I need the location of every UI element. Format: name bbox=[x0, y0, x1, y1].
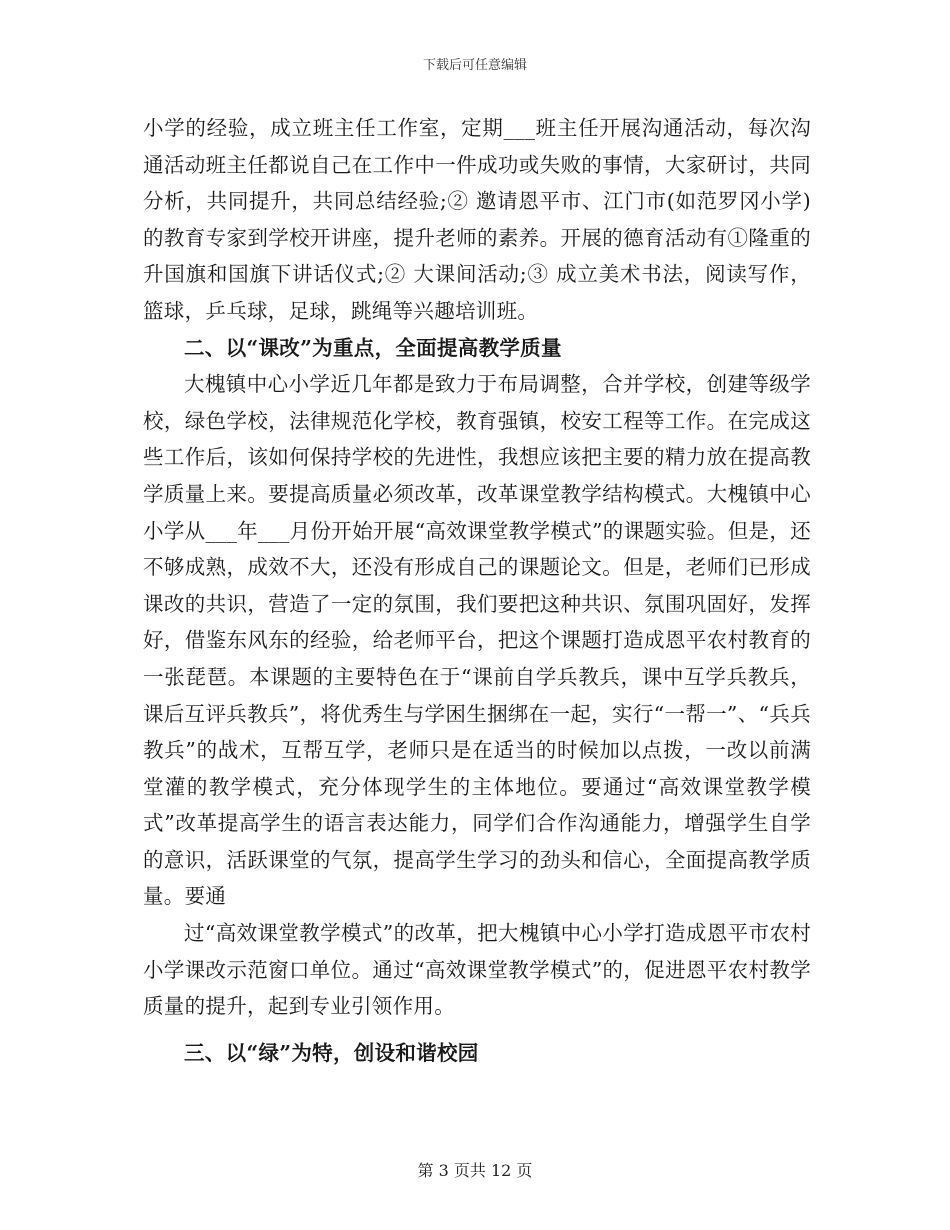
paragraph-3: 过“高效课堂教学模式”的改革，把大槐镇中心小学打造成恩平市农村小学课改示范窗口单位。通过“高效课堂教学模式”的，促进恩平农村教学质量的提升，起到专业引领作用。 bbox=[143, 921, 811, 1019]
paragraph-1: 小学的经验，成立班主任工作室，定期___班主任开展沟通活动，每次沟通活动班主任都说自己在工作中一件成功或失败的事情，大家研讨，共同分析，共同提升，共同总结经验;② 邀请恩平市、江门市(如范罗冈小学)的教育专家到学校开讲座，提升老师的素养。开展的德育活动有①隆重的升国旗和国旗下讲话仪式;② 大课间活动;③ 成立美术书法，阅读写作，篮球，乒乓球，足球，跳绳等兴趣培训班。 bbox=[143, 116, 811, 323]
section-heading-3: 三、以“绿”为特，创设和谐校园 bbox=[184, 1040, 479, 1065]
section-heading-2: 二、以“课改”为重点，全面提高教学质量 bbox=[184, 335, 562, 360]
page-footer: 第 3 页共 12 页 bbox=[417, 1161, 533, 1180]
paragraph-2: 大槐镇中心小学近几年都是致力于布局调整，合并学校，创建等级学校，绿色学校，法律规范化学校，教育强镇，校安工程等工作。在完成这些工作后，该如何保持学校的先进性，我想应该把主要的精力放在提高教学质量上来。要提高质量必须改革，改革课堂教学结构模式。大槐镇中心小学从___年___月份开始开展“高效课堂教学模式”的课题实验。但是，还不够成熟，成效不大，还没有形成自己的课题论文。但是，老师们已形成课改的共识，营造了一定的氛围，我们要把这种共识、氛围巩固好，发挥好，借鉴东风东的经验，给老师平台，把这个课题打造成恩平农村教育的一张琵琶。本课题的主要特色在于“课前自学兵教兵，课中互学兵教兵，课后互评兵教兵”，将优秀生与学困生捆绑在一起，实行“一帮一”、“兵兵教兵”的战术，互帮互学，老师只是在适当的时候加以点拨，一改以前满堂灌的教学模式，充分体现学生的主体地位。要通过“高效课堂教学模式”改革提高学生的语言表达能力，同学们合作沟通能力，增强学生自学的意识，活跃课堂的气氛，提高学生学习的劲头和信心，全面提高教学质量。要通 bbox=[143, 372, 811, 909]
document-body bbox=[143, 110, 811, 1071]
page-header: 下载后可任意编辑 bbox=[422, 58, 527, 73]
